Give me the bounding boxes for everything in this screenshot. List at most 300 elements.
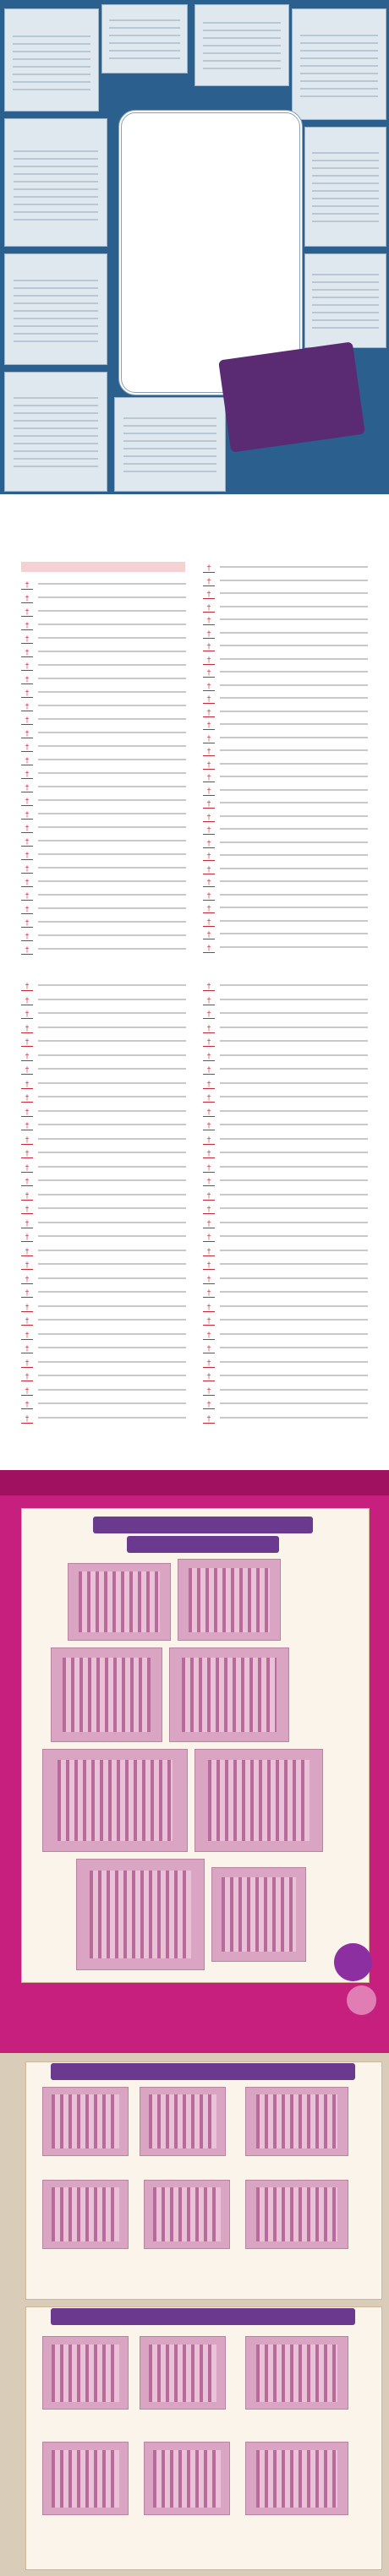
cover-thumbnail <box>101 4 188 74</box>
stitch-symbol-icon: † <box>21 1037 33 1047</box>
stitch-symbol-icon: † <box>21 1024 33 1033</box>
tutorial-page-1 <box>0 1470 389 2053</box>
stitch-symbol-icon: † <box>203 1037 215 1047</box>
legend-row <box>21 1092 186 1103</box>
stitch-symbol-icon: † <box>21 662 33 671</box>
legend-text <box>38 1080 186 1086</box>
stitch-symbol-icon: † <box>203 1149 215 1158</box>
legend-row <box>203 706 368 718</box>
stitch-symbol-icon: † <box>21 1344 33 1353</box>
legend-text <box>38 1191 186 1198</box>
step-photo <box>169 1647 289 1742</box>
stitch-symbol-icon: † <box>21 648 33 657</box>
legend-text <box>38 1010 186 1016</box>
legend-text <box>38 996 186 1003</box>
stitch-symbol-icon: † <box>21 1065 33 1075</box>
legend-row <box>203 1008 368 1020</box>
legend-text <box>38 1288 186 1295</box>
legend-text <box>220 1331 368 1337</box>
stitch-symbol-icon: † <box>21 756 33 765</box>
step-photo <box>178 1559 281 1641</box>
legend-text <box>38 1344 186 1351</box>
stitch-symbol-icon: † <box>203 1052 215 1061</box>
stitch-symbol-icon: † <box>21 675 33 684</box>
legend-row <box>203 1022 368 1034</box>
legend-row <box>21 646 186 658</box>
legend-row <box>21 741 186 753</box>
stitch-symbol-icon: † <box>21 1177 33 1186</box>
legend-row <box>203 1273 368 1285</box>
step-photo <box>211 1867 306 1962</box>
legend-row <box>203 837 368 849</box>
legend-text <box>38 864 186 871</box>
stitch-symbol-icon: † <box>21 1205 33 1214</box>
legend-row <box>203 667 368 678</box>
stitch-symbol-icon: † <box>21 851 33 860</box>
legend-row <box>203 1190 368 1201</box>
stitch-symbol-icon: † <box>21 1052 33 1061</box>
legend-text <box>38 918 186 925</box>
stitch-symbol-icon: † <box>21 1261 33 1270</box>
legend-text <box>38 1205 186 1212</box>
legend-text <box>220 1303 368 1310</box>
stitch-symbol-icon: † <box>203 577 215 586</box>
stitch-symbol-icon: † <box>203 813 215 822</box>
legend-row <box>21 700 186 712</box>
legend-text <box>220 944 368 950</box>
legend-text <box>220 1121 368 1128</box>
stitch-symbol-icon: † <box>203 930 215 939</box>
legend-row <box>21 687 186 699</box>
legend-text <box>38 1303 186 1310</box>
step-photo <box>51 1647 162 1742</box>
legend-text <box>220 668 368 675</box>
legend-row <box>203 693 368 705</box>
legend-text <box>220 616 368 623</box>
stitch-symbol-icon: † <box>21 1233 33 1242</box>
stitch-symbol-icon: † <box>21 1149 33 1158</box>
section-title <box>93 1517 313 1533</box>
legend-row <box>21 809 186 820</box>
legend-row <box>203 1036 368 1048</box>
stitch-symbol-icon: † <box>203 1386 215 1396</box>
symbols-legend-page-2 <box>0 963 389 1470</box>
legend-row <box>21 660 186 672</box>
legend-row <box>203 628 368 640</box>
stitch-symbol-icon: † <box>203 1093 215 1103</box>
legend-text <box>220 721 368 727</box>
step-photo <box>42 2180 129 2249</box>
legend-row <box>203 588 368 600</box>
stitch-symbol-icon: † <box>203 982 215 991</box>
section-title <box>51 2063 355 2080</box>
legend-row <box>203 1064 368 1076</box>
stitch-symbol-icon: † <box>203 642 215 651</box>
legend-row <box>21 994 186 1006</box>
legend-text <box>220 1037 368 1044</box>
legend-row <box>21 1370 186 1382</box>
stitch-symbol-icon: † <box>203 1414 215 1424</box>
stitch-symbol-icon: † <box>21 1316 33 1326</box>
legend-text <box>220 1010 368 1016</box>
stitch-symbol-icon: † <box>21 783 33 792</box>
cover-thumbnail <box>114 397 226 492</box>
stitch-symbol-icon: † <box>203 564 215 573</box>
legend-row <box>203 798 368 809</box>
legend-row <box>203 1315 368 1326</box>
legend-text <box>220 1344 368 1351</box>
legend-row <box>203 1231 368 1243</box>
legend-text <box>38 675 186 682</box>
legend-text <box>38 982 186 988</box>
stitch-symbol-icon: † <box>21 1275 33 1284</box>
stitch-symbol-icon: † <box>21 1288 33 1298</box>
legend-row <box>203 1329 368 1341</box>
legend-row <box>21 1022 186 1034</box>
legend-row <box>21 1259 186 1271</box>
legend-row <box>203 1342 368 1354</box>
stitch-symbol-icon: † <box>203 1288 215 1298</box>
legend-row <box>21 1315 186 1326</box>
stitch-symbol-icon: † <box>203 668 215 678</box>
legend-text <box>220 1247 368 1254</box>
step-photo <box>194 1749 323 1852</box>
legend-row <box>21 930 186 942</box>
legend-text <box>38 634 186 641</box>
legend-row <box>203 1287 368 1299</box>
legend-text <box>38 824 186 831</box>
step-photo <box>68 1563 171 1641</box>
legend-text <box>220 852 368 858</box>
legend-row <box>203 562 368 574</box>
legend-row <box>203 994 368 1006</box>
legend-row <box>21 714 186 726</box>
legend-text <box>220 813 368 820</box>
stitch-symbol-icon: † <box>21 891 33 901</box>
legend-text <box>220 577 368 584</box>
stitch-symbol-icon: † <box>21 689 33 698</box>
legend-row <box>21 673 186 685</box>
legend-text <box>38 1065 186 1072</box>
stitch-symbol-icon: † <box>21 1010 33 1019</box>
legend-text <box>38 945 186 952</box>
legend-row <box>21 1036 186 1048</box>
stitch-symbol-icon: † <box>21 810 33 820</box>
legend-row <box>21 1273 186 1285</box>
legend-row <box>21 1106 186 1118</box>
cover-thumbnail <box>194 4 289 86</box>
stitch-symbol-icon: † <box>21 1191 33 1201</box>
stitch-symbol-icon: † <box>203 1108 215 1117</box>
legend-row <box>203 745 368 757</box>
legend-text <box>220 1191 368 1198</box>
legend-row <box>21 619 186 631</box>
legend-text <box>220 642 368 649</box>
legend-row <box>203 785 368 797</box>
legend-text <box>38 580 186 587</box>
legend-text <box>220 1024 368 1031</box>
legend-text <box>38 716 186 722</box>
stitch-symbol-icon: † <box>21 743 33 752</box>
legend-text <box>220 1108 368 1114</box>
legend-row <box>203 1413 368 1424</box>
legend-row <box>21 1342 186 1354</box>
legend-text <box>220 603 368 610</box>
stitch-symbol-icon: † <box>203 1233 215 1242</box>
stitch-symbol-icon: † <box>203 1121 215 1130</box>
stitch-symbol-icon: † <box>203 603 215 613</box>
legend-text <box>220 904 368 911</box>
legend-text <box>220 682 368 689</box>
step-photo <box>42 2336 129 2410</box>
legend-text <box>220 1386 368 1393</box>
legend-text <box>220 799 368 806</box>
legend-text <box>220 1177 368 1184</box>
stitch-symbol-icon: † <box>203 1163 215 1173</box>
legend-row <box>203 602 368 613</box>
stitch-symbol-icon: † <box>21 1247 33 1256</box>
cover-thumbnail <box>4 8 99 112</box>
stitch-symbol-icon: † <box>203 1191 215 1201</box>
legend-row <box>21 876 186 888</box>
legend-text <box>220 629 368 636</box>
legend-text <box>38 1275 186 1282</box>
legend-text <box>38 770 186 776</box>
legend-row <box>21 1203 186 1215</box>
legend-text <box>38 648 186 655</box>
stitch-symbol-icon: † <box>21 1372 33 1381</box>
stitch-symbol-icon: † <box>21 1359 33 1368</box>
legend-row <box>21 1398 186 1410</box>
stitch-symbol-icon: † <box>21 1219 33 1228</box>
stitch-symbol-icon: † <box>203 1303 215 1312</box>
legend-text <box>38 1386 186 1393</box>
stitch-symbol-icon: † <box>21 982 33 991</box>
legend-text <box>38 689 186 695</box>
stitch-symbol-icon: † <box>21 702 33 711</box>
stitch-symbol-icon: † <box>203 1359 215 1368</box>
stitch-symbol-icon: † <box>203 773 215 782</box>
stitch-symbol-icon: † <box>21 1414 33 1424</box>
stitch-symbol-icon: † <box>203 747 215 756</box>
legend-row <box>21 1385 186 1397</box>
legend-text <box>38 1400 186 1407</box>
stitch-symbol-icon: † <box>21 918 33 928</box>
stitch-symbol-icon: † <box>203 1177 215 1186</box>
legend-row <box>21 1162 186 1174</box>
step-photo <box>42 2442 129 2515</box>
legend-text <box>220 1205 368 1212</box>
legend-text <box>38 1052 186 1059</box>
stitch-symbol-icon: † <box>21 1386 33 1396</box>
legend-text <box>220 1233 368 1239</box>
legend-row <box>21 822 186 834</box>
stitch-symbol-icon: † <box>203 918 215 927</box>
stitch-symbol-icon: † <box>203 1136 215 1145</box>
legend-row <box>21 903 186 915</box>
stitch-symbol-icon: † <box>203 1219 215 1228</box>
legend-row <box>21 890 186 901</box>
legend-row <box>203 1162 368 1174</box>
legend-text <box>38 1261 186 1267</box>
stitch-symbol-icon: † <box>203 825 215 835</box>
stitch-symbol-icon: † <box>21 864 33 874</box>
legend-text <box>220 1136 368 1142</box>
stitch-symbol-icon: † <box>21 1108 33 1117</box>
legend-text <box>38 1149 186 1156</box>
legend-row <box>21 1147 186 1159</box>
legend-row <box>203 614 368 626</box>
legend-text <box>220 590 368 596</box>
legend-row <box>203 902 368 914</box>
stitch-symbol-icon: † <box>21 634 33 644</box>
legend-text <box>220 839 368 846</box>
legend-text <box>220 1065 368 1072</box>
legend-text <box>220 930 368 937</box>
symbols-legend-page <box>0 494 389 963</box>
stitch-symbol-icon: † <box>203 878 215 887</box>
legend-row <box>21 1245 186 1257</box>
legend-text <box>38 1163 186 1170</box>
legend-row <box>203 863 368 875</box>
stitch-symbol-icon: † <box>21 905 33 914</box>
legend-text <box>38 1121 186 1128</box>
legend-row <box>203 1398 368 1410</box>
stitch-symbol-icon: † <box>21 594 33 603</box>
stitch-symbol-icon: † <box>203 1372 215 1381</box>
legend-text <box>38 662 186 668</box>
stitch-symbol-icon: † <box>203 694 215 704</box>
legend-row <box>21 1217 186 1229</box>
legend-text <box>220 1372 368 1379</box>
stitch-symbol-icon: † <box>203 629 215 639</box>
legend-text <box>38 783 186 790</box>
stitch-symbol-icon: † <box>203 1024 215 1033</box>
legend-text <box>220 825 368 832</box>
stitch-symbol-icon: † <box>203 1316 215 1326</box>
stitch-symbol-icon: † <box>203 904 215 913</box>
legend-text <box>220 918 368 924</box>
stitch-symbol-icon: † <box>21 1400 33 1409</box>
legend-row <box>21 754 186 766</box>
legend-row <box>21 1301 186 1313</box>
legend-text <box>38 1024 186 1031</box>
stitch-symbol-icon: † <box>21 996 33 1005</box>
legend-text <box>220 1219 368 1226</box>
legend-row <box>21 917 186 929</box>
stitch-symbol-icon: † <box>203 852 215 861</box>
cover-thumbnail <box>304 127 386 247</box>
legend-row <box>203 1245 368 1257</box>
legend-text <box>38 1372 186 1379</box>
stitch-symbol-icon: † <box>21 729 33 738</box>
stitch-symbol-icon: † <box>21 797 33 806</box>
step-photo <box>144 2442 230 2515</box>
legend-row <box>203 1217 368 1229</box>
step-photo <box>42 2087 129 2156</box>
step-photo <box>245 2336 348 2410</box>
stitch-symbol-icon: † <box>21 837 33 847</box>
legend-row <box>21 1190 186 1201</box>
legend-text <box>38 1108 186 1114</box>
stitch-symbol-icon: † <box>21 1331 33 1340</box>
stitch-symbol-icon: † <box>203 891 215 901</box>
legend-text <box>220 996 368 1003</box>
stitch-symbol-icon: † <box>203 1080 215 1089</box>
cover-thumbnail <box>292 8 386 120</box>
legend-row <box>21 849 186 861</box>
legend-text <box>38 851 186 858</box>
step-photo <box>144 2180 230 2249</box>
legend-row <box>203 1357 368 1369</box>
legend-text <box>38 878 186 885</box>
legend-text <box>220 1359 368 1365</box>
legend-row <box>203 980 368 992</box>
legend-text <box>220 787 368 793</box>
stitch-symbol-icon: † <box>203 787 215 796</box>
legend-row <box>21 1329 186 1341</box>
legend-row <box>21 1134 186 1146</box>
legend-row <box>21 727 186 739</box>
step-photo <box>140 2336 226 2410</box>
legend-text <box>220 1316 368 1323</box>
stitch-symbol-icon: † <box>203 1344 215 1353</box>
legend-text <box>220 564 368 570</box>
legend-text <box>220 1261 368 1267</box>
legend-row <box>21 768 186 780</box>
legend-row <box>203 1092 368 1103</box>
legend-row <box>203 1175 368 1187</box>
legend-row <box>203 1259 368 1271</box>
legend-row <box>203 680 368 692</box>
legend-row <box>203 654 368 666</box>
cover-thumbnail <box>4 372 107 492</box>
legend-row <box>203 942 368 954</box>
legend-text <box>220 891 368 898</box>
stitch-symbol-icon: † <box>21 1121 33 1130</box>
stitch-symbol-icon: † <box>203 590 215 599</box>
legend-text <box>38 1331 186 1337</box>
legend-text <box>38 1136 186 1142</box>
legend-text <box>38 702 186 709</box>
legend-row <box>203 732 368 744</box>
legend-text <box>38 891 186 898</box>
legend-row <box>21 1050 186 1062</box>
legend-row <box>203 575 368 587</box>
legend-row <box>203 1147 368 1159</box>
stitch-symbol-icon: † <box>21 1303 33 1312</box>
step-photo <box>245 2087 348 2156</box>
tutorial-page-2 <box>0 2053 389 2576</box>
cover-ribbon <box>218 341 365 452</box>
legend-text <box>220 760 368 767</box>
stitch-symbol-icon: † <box>21 770 33 779</box>
stitch-symbol-icon: † <box>203 839 215 848</box>
running-head-bar <box>0 1470 389 1495</box>
section-subtitle <box>127 1536 279 1553</box>
legend-row <box>21 980 186 992</box>
legend-row <box>21 836 186 847</box>
section-title <box>51 2308 355 2325</box>
stitch-symbol-icon: † <box>21 1080 33 1089</box>
legend-row <box>203 1134 368 1146</box>
legend-row <box>203 1301 368 1313</box>
legend-row <box>203 1119 368 1131</box>
stitch-symbol-icon: † <box>203 760 215 770</box>
stitch-symbol-icon: † <box>203 656 215 665</box>
legend-text <box>220 656 368 662</box>
legend-text <box>220 1149 368 1156</box>
